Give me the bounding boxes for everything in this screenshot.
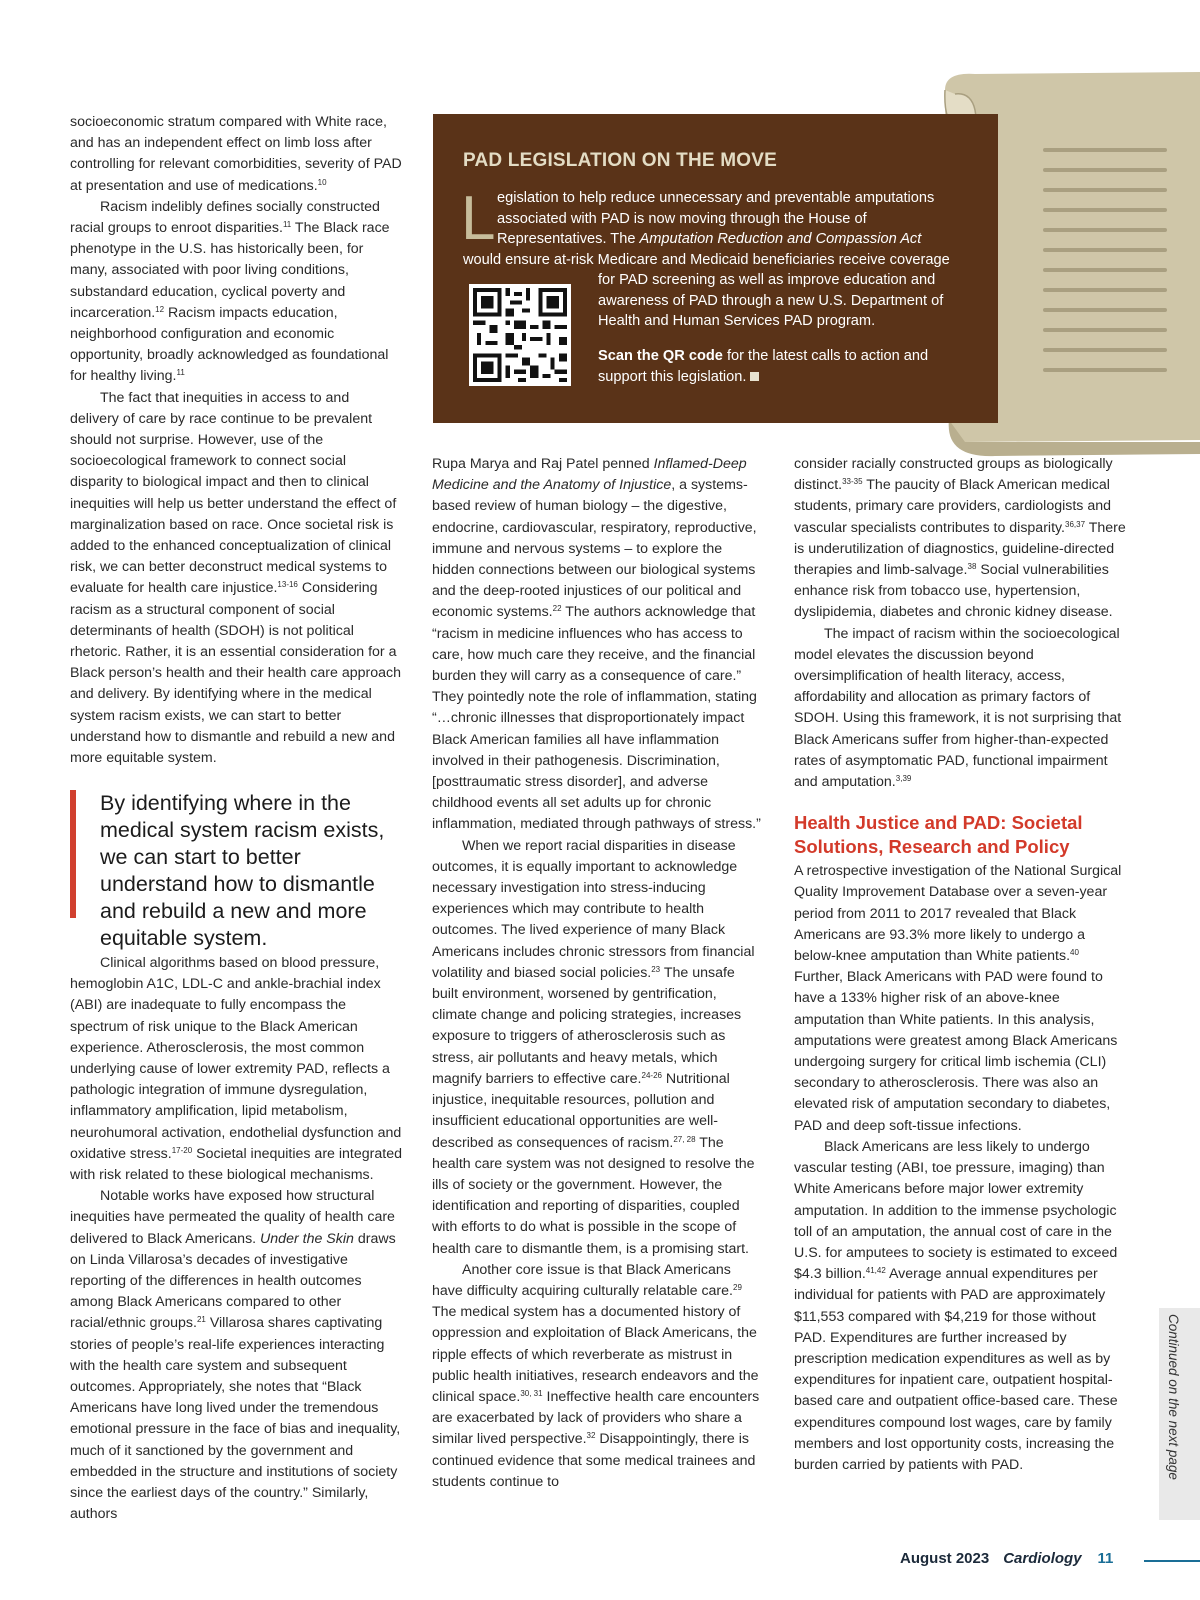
- text: socioeconomic stratum compared with White race, and has an independent effect on limb loss after controlling for relevant comorbidities, severity of PAD at presentation and use of medications.: [70, 114, 402, 194]
- text: Black Americans are less likely to undergo vascular testing (ABI, toe pressure, imaging) than White Americans before major lower extremity amputation. In addition to the immense psychologic toll of an amputation, the annual cost of care in the U.S. for amputees to society is estimated to exceed $4.3 billion.: [794, 1138, 1118, 1283]
- text: Social vulnerabilities enhance risk from tobacco use, hypertension, dyslipidemia, diabetes and chronic kidney disease.: [794, 562, 1113, 621]
- text: There is underutilization of diagnostics, guideline-directed therapies and limb-salvage.: [794, 519, 1126, 579]
- column-2: [432, 454, 764, 1493]
- column-1-lower: [70, 953, 402, 1525]
- qr-code[interactable]: [469, 284, 571, 386]
- text: Average annual expenditures per individual for patients with PAD are approximately $11,553 compared with $4,219 for those without PAD. Expenditures are further increased by prescription medication expenditures as well as by expenditures for inpatient care, outpatient hospital-based care and outpatient office-based care. These expenditures compound lost wages, care by family members and lost opportunity costs, increasing the burden carried by patients with PAD.: [794, 1266, 1118, 1473]
- text: Considering racism as a structural component of social determinants of health (SDOH) is not political rhetoric. Rather, it is an essential consideration for a Black person’s health and their health care approach and delivery. By identifying where in the medical system racism exists, we can start to better understand how to dismantle and rebuild a new and more equitable system.: [70, 580, 401, 767]
- page-number: 11: [1097, 1550, 1114, 1567]
- ref: 33-35: [842, 477, 863, 487]
- column-1: [70, 112, 402, 769]
- text: , a systems-based review of human biology – the digestive, endocrine, cardiovascular, respiratory, reproductive, immune and nervous systems – to explore the hidden connections between our biological systems and the deep-rooted injustices of our political and economic systems.: [432, 477, 757, 621]
- ref: 24-26: [641, 1070, 662, 1080]
- text: Racism impacts education, neighborhood configuration and economic opportunity, broadly acknowledged as foundational for healthy living.: [70, 304, 389, 385]
- ref: 21: [196, 1315, 206, 1325]
- text: The paucity of Black American medical students, primary care providers, cardiologists and vascular specialists contributes to disparity.: [794, 477, 1111, 536]
- page-footer: [900, 1550, 1113, 1567]
- col2-paragraph-1: [432, 454, 764, 836]
- text: The Black race phenotype in the U.S. has historically been, for many, associated with poor living conditions, substandard education, cyclical poverty and incarceration.: [70, 220, 390, 321]
- ref: 12: [155, 304, 165, 314]
- ref: 29: [733, 1282, 742, 1292]
- drop-cap: L: [461, 184, 496, 253]
- text: A retrospective investigation of the National Surgical Quality Improvement Database over a seven-year period from 2011 to 2017 revealed that Black Americans are 93.3% more likely to undergo a below-knee amputation than White patients.: [794, 863, 1122, 965]
- col1-paragraph-3: [70, 388, 402, 770]
- col3-paragraph-1: [794, 454, 1130, 624]
- sidebar-text-2: would ensure at-risk Medicare and Medicaid beneficiaries receive coverage: [463, 252, 950, 268]
- ref: 38: [967, 562, 977, 572]
- text: Rupa Marya and Raj Patel penned: [432, 456, 654, 472]
- ref: 27, 28: [673, 1134, 696, 1144]
- col1-paragraph-4: [70, 953, 402, 1186]
- footer-magazine: Cardiology: [1003, 1550, 1082, 1567]
- sidebar-scan-text: [598, 346, 968, 387]
- legislation-sidebar: [433, 114, 998, 423]
- book-title: Inflamed-Deep Medicine and the Anatomy of Injustice: [432, 456, 747, 494]
- text: The medical system has a documented history of oppression and exploitation of Black Americans, the ripple effects of which reverberate as mistrust in public health initiatives, research endeavors and the clinical space.: [432, 1304, 759, 1405]
- text: Nutritional injustice, inequitable resources, pollution and insufficient educational opportunities are well-described as consequences of racism.: [432, 1070, 730, 1151]
- text: The impact of racism within the socioecological model elevates the discussion beyond oversimplification of health literacy, access, affordability and allocation as primary factors of SDOH. Using this framework, it is not surprising that Black Americans suffer from higher-than-expected rates of asymptomatic PAD, functional impairment and amputation.: [794, 625, 1122, 791]
- ref: 41,42: [865, 1266, 886, 1276]
- sidebar-line-1: egislation to help reduce unnecessary and preventable amputations associated with PAD is now moving through the House of Representatives. The: [497, 190, 935, 248]
- text: The health care system was not designed to resolve the ills of society or the government. However, the identification and reporting of disparities, coupled with efforts to do what is possible in the scope of health care to dismantle them, is a promising start.: [432, 1134, 755, 1257]
- book-title: Under the Skin: [260, 1230, 354, 1247]
- text: When we report racial disparities in disease outcomes, it is equally important to acknowledge necessary investigation into stress-inducing experiences which may contribute to health outcomes. The lived experience of many Black Americans includes chronic stressors from financial volatility and biased social policies.: [432, 837, 755, 981]
- text: Clinical algorithms based on blood pressure, hemoglobin A1C, LDL-C and ankle-brachial index (ABI) are inadequate to fully encompass the spectrum of risk unique to the Black American experience. Atherosclerosis, the most common underlying cause of lower extremity PAD, reflects a pathologic integration of immune dysregulation, inflammatory amplification, lipid metabolism, neurohumoral activation, endothelial dysfunction and oxidative stress.: [70, 955, 402, 1162]
- text: Villarosa shares captivating stories of people’s real-life experiences interacting with the health care system and subsequent outcomes. Appropriately, she notes that “Black Americans have long lived under the tremendous emotional pressure in the face of bias and inequality, much of it sanctioned by the government and embedded in the structure and institutions of society since the earliest days of the country.” Similarly, authors: [70, 1315, 401, 1523]
- footer-rule: [1144, 1560, 1200, 1562]
- text: draws on Linda Villarosa’s decades of investigative reporting of the differences in health outcomes among Black Americans compared to other racial/ethnic groups.: [70, 1230, 396, 1332]
- text: Societal inequities are integrated with risk related to these biological mechanisms.: [70, 1145, 402, 1184]
- column-3: [794, 454, 1130, 1476]
- text: The fact that inequities in access to and delivery of care by race continue to be prevalent should not surprise. However, use of the socioecological framework to connect social disparity to biological impact and then to clinical inequities will help us better understand the effect of marginalization based on race. Once societal risk is added to the enhanced conceptualization of clinical risk, we can better deconstruct medical systems to evaluate for health care injustice.: [70, 389, 397, 597]
- pull-quote: By identifying where in the medical system racism exists, we can start to better understand how to dismantle and rebuild a new and more equitable system.: [70, 790, 410, 918]
- col3-paragraph-3: [794, 861, 1130, 1137]
- ref: 36,37: [1065, 519, 1086, 529]
- text: The authors acknowledge that “racism in medicine influences who has access to care, how much care they receive, and the financial burden they will carry as a consequence of care.” They pointedly note the role of inflammation, stating “…chronic illnesses that disproportionately impact Black American families all have inflammation involved in their pathogenesis. Discrimination, [posttraumatic stress disorder], and adverse childhood events all set adults up for chronic inflammation, mediated through pathways of stress.”: [432, 604, 761, 833]
- col1-paragraph-2: [70, 197, 402, 388]
- act-name: Amputation Reduction and Compassion Act: [639, 231, 922, 248]
- ref: 11: [176, 368, 185, 378]
- text: Ineffective health care encounters are exacerbated by lack of providers who share a similar lived perspective.: [432, 1388, 760, 1448]
- ref: 10: [317, 177, 327, 187]
- text: Disappointingly, there is continued evidence that some medical trainees and students continue to: [432, 1431, 756, 1490]
- text: The unsafe built environment, worsened by gentrification, climate change and policing strategies, increases exposure to triggers of atherosclerosis such as stress, air pollutants and heavy metals, which magnify barriers to effective care.: [432, 964, 742, 1087]
- col1-paragraph-1: [70, 112, 402, 197]
- footer-date: August 2023: [900, 1550, 990, 1567]
- text: Further, Black Americans with PAD were found to have a 133% higher risk of an above-knee amputation than White patients. In this analysis, amputations were greatest among Black Americans undergoing surgery for critical limb ischemia (CLI) secondary to atherosclerosis. There was also an elevated risk of amputation secondary to diabetes, PAD and deep soft-tissue infections.: [794, 969, 1118, 1134]
- col1-paragraph-5: [70, 1186, 402, 1525]
- col2-paragraph-2: [432, 836, 764, 1260]
- text: Another core issue is that Black Americans have difficulty acquiring culturally relatable care.: [432, 1261, 733, 1299]
- ref: 32: [586, 1431, 596, 1441]
- ref: 22: [552, 604, 562, 614]
- ref: 17-20: [171, 1145, 193, 1155]
- scan-rest: for the latest calls to action and support this legislation.: [598, 348, 929, 385]
- ref: 11: [282, 220, 292, 230]
- col2-paragraph-3: [432, 1260, 764, 1493]
- continued-label: Continued on the next page: [1166, 1314, 1181, 1480]
- text: Racism indelibly defines socially constructed racial groups to enroot disparities.: [70, 198, 380, 237]
- scan-bold: Scan the QR code: [598, 348, 723, 364]
- text: consider racially constructed groups as biologically distinct.: [794, 456, 1113, 494]
- continued-tab[interactable]: [1159, 1308, 1200, 1520]
- sidebar-title: PAD LEGISLATION ON THE MOVE: [463, 150, 777, 171]
- ref: 40: [1070, 948, 1079, 958]
- ref: 3,39: [895, 774, 912, 784]
- sidebar-text-1: [497, 188, 977, 250]
- text: Notable works have exposed how structural inequities have permeated the quality of health care delivered to Black Americans.: [70, 1188, 395, 1247]
- col3-paragraph-4: [794, 1137, 1130, 1476]
- sidebar-text-3: for PAD screening as well as improve education and awareness of PAD through a new U.S. Department of Health and Human Services PAD program.: [598, 272, 944, 330]
- section-heading: Health Justice and PAD: Societal Solutions, Research and Policy: [794, 812, 1083, 858]
- ref: 13-16: [277, 580, 298, 590]
- ref: 30, 31: [520, 1388, 543, 1398]
- ref: 23: [651, 964, 661, 974]
- end-square-icon: [750, 372, 759, 381]
- col3-paragraph-2: [794, 624, 1130, 794]
